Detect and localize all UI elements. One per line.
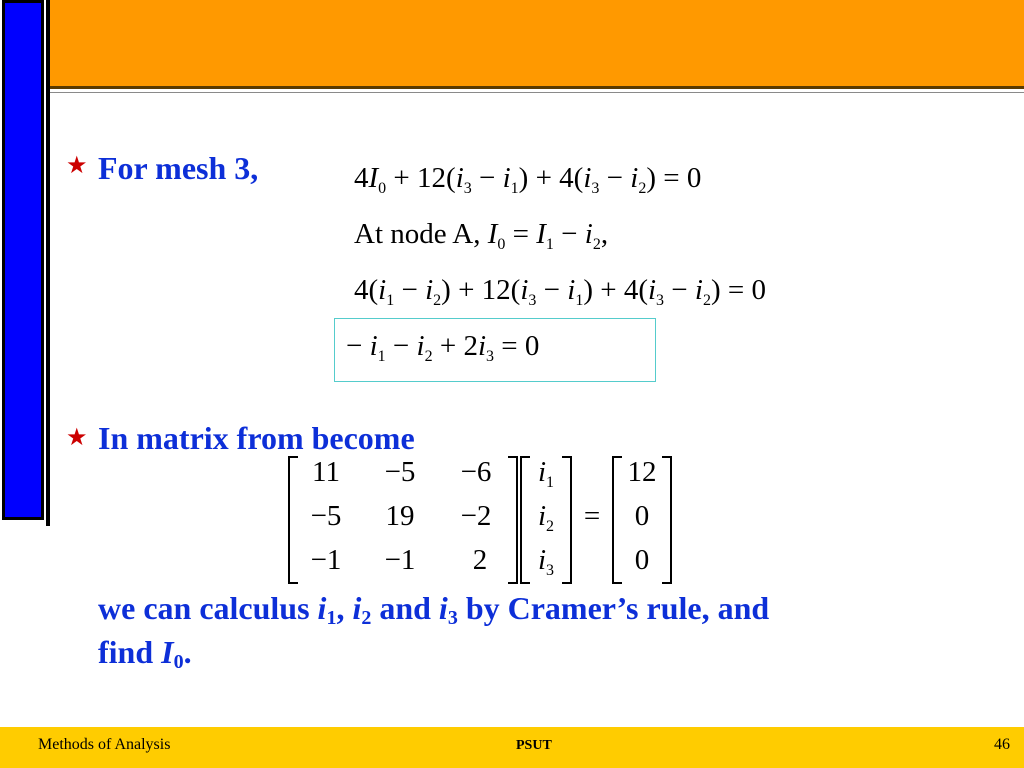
matrix-a-cell: −5 <box>310 500 342 532</box>
star-bullet-icon: ★ <box>66 153 88 179</box>
matrix-a-cell: −1 <box>310 544 342 576</box>
vector-i-entry: $i_1$ <box>537 456 555 491</box>
matrix-a-cell: −2 <box>460 500 492 532</box>
bullet-mesh3: For mesh 3, <box>98 150 259 186</box>
matrix-a-cell: 2 <box>472 544 488 576</box>
side-band <box>2 0 44 520</box>
equation-node-a: At node A, $I_0 = I_1 - i_2$, <box>354 218 609 253</box>
equals-sign: = <box>583 500 601 532</box>
vector-b-entry: 12 <box>627 456 657 488</box>
side-band-shadow <box>46 0 50 526</box>
equation-substituted: $4(i_1 - i_2) + 12(i_3 - i_1) + 4(i_3 - i_2) = 0$ <box>354 274 766 309</box>
vector-i-entry: $i_2$ <box>537 500 555 535</box>
vector-i-entry: $i_3$ <box>537 544 555 579</box>
header-band <box>48 0 1024 89</box>
matrix-a-right-bracket <box>508 456 518 584</box>
matrix-a-cell: −5 <box>384 456 416 488</box>
conclusion-line-2: find $I_0$. <box>98 634 192 673</box>
star-bullet-icon: ★ <box>66 425 88 451</box>
matrix-a-cell: −6 <box>460 456 492 488</box>
equation-result: − $i_1 - i_2 + 2i_3 = 0$ <box>346 330 540 365</box>
vector-b-entry: 0 <box>634 500 650 532</box>
page-number: 46 <box>994 736 1010 753</box>
footer-org: PSUT <box>516 738 552 753</box>
conclusion-line-1: we can calculus $i_1$, $i_2$ and $i_3$ by Cramer’s rule, and <box>98 590 770 629</box>
matrix-a-cell: −1 <box>384 544 416 576</box>
matrix-a-cell: 19 <box>385 500 415 532</box>
equation-mesh3: $4I_0 + 12(i_3 - i_1) + 4(i_3 - i_2) = 0$ <box>354 162 702 197</box>
bullet-matrix-form: In matrix from become <box>98 420 415 456</box>
header-divider <box>48 92 1024 93</box>
vector-b-entry: 0 <box>634 544 650 576</box>
footer-title: Methods of Analysis <box>38 736 171 753</box>
matrix-a-cell: 11 <box>312 456 340 488</box>
